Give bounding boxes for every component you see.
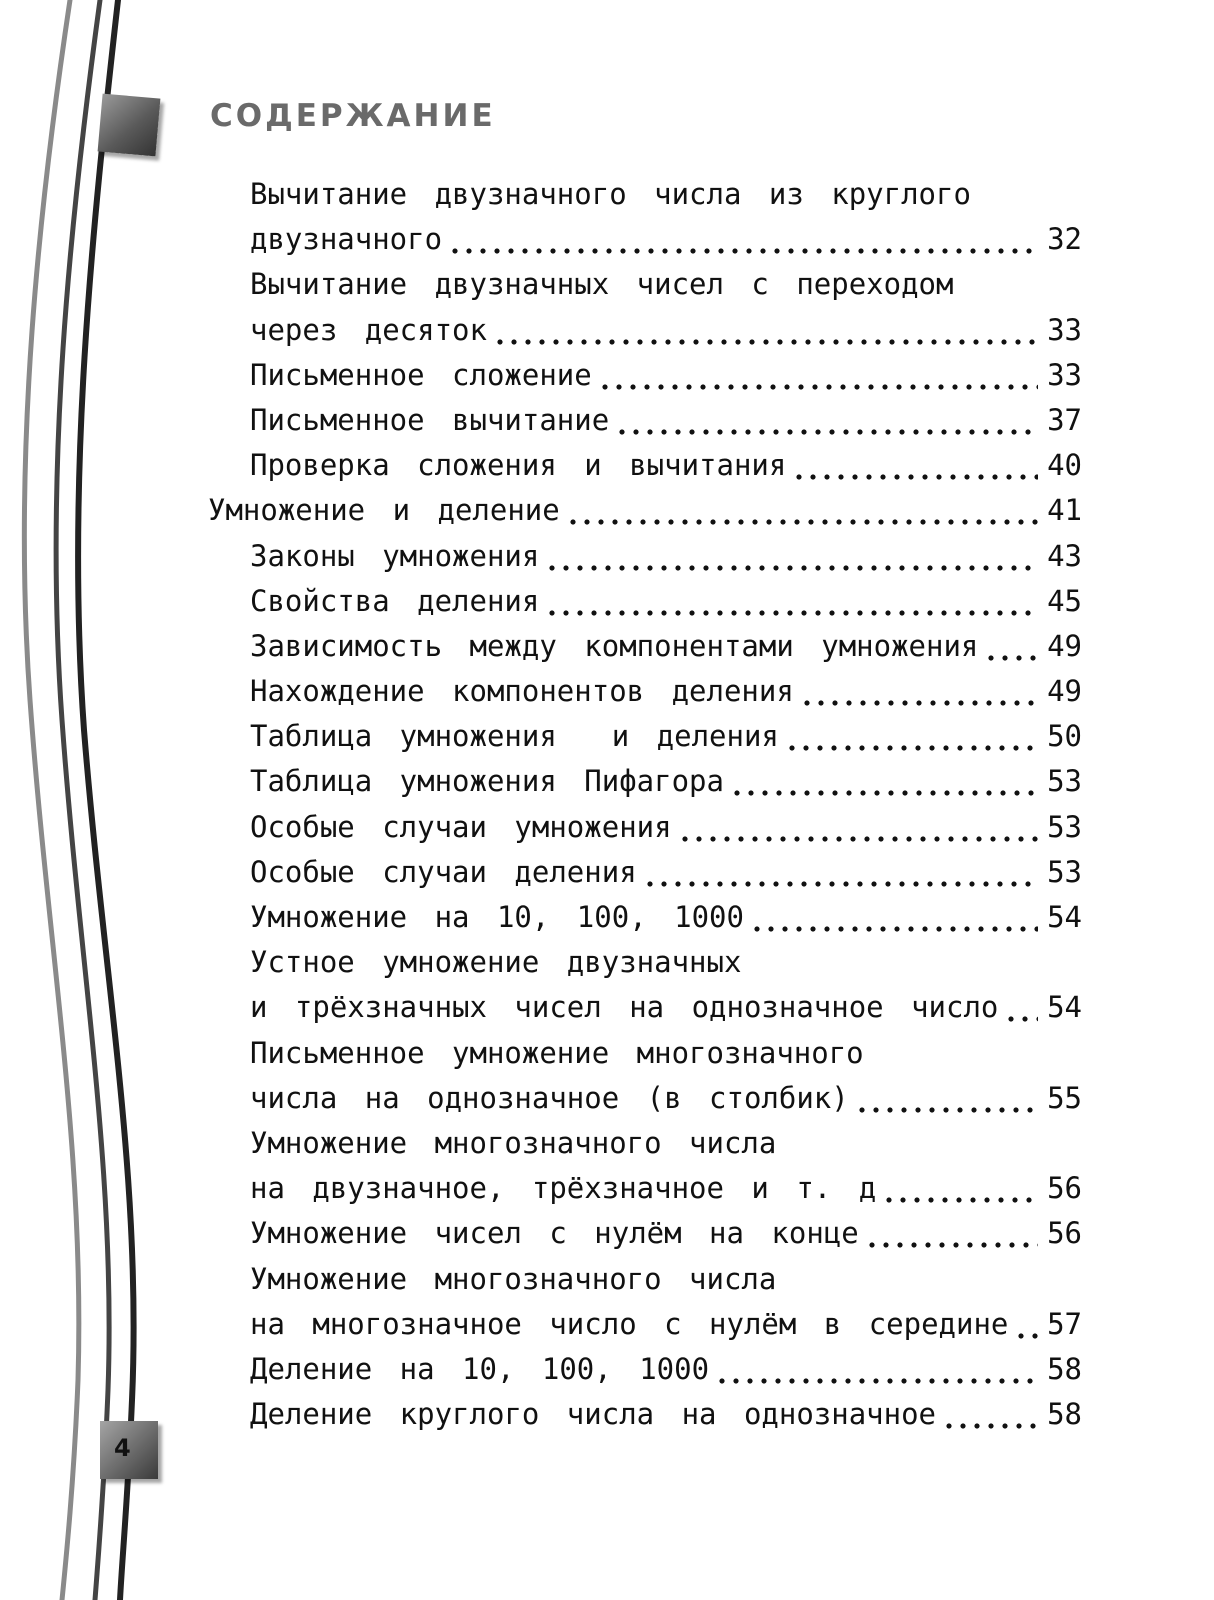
toc-leader-dots <box>643 852 1038 892</box>
toc-entry-page: 53 <box>1047 854 1082 889</box>
toc-entry-line <box>0 1033 1214 1078</box>
toc-entry-line <box>0 942 1214 987</box>
toc-leader-dots <box>448 219 1038 259</box>
toc-entry-page: 56 <box>1047 1216 1082 1251</box>
toc-entry-title: Проверка сложения и вычитания <box>250 448 787 483</box>
toc-entry-line <box>0 716 1214 761</box>
toc-leader-dots <box>598 355 1038 395</box>
toc-leader-dots <box>882 1168 1038 1208</box>
toc-leader-dots <box>750 897 1038 937</box>
toc-entry-line <box>0 1078 1214 1123</box>
toc-entry-title: и трёхзначных чисел на однозначное число <box>250 990 999 1025</box>
toc-entry-title: Письменное вычитание <box>250 402 610 437</box>
toc-entry-page: 54 <box>1047 900 1082 934</box>
toc-entry-title: Таблица умножения Пифагора <box>250 764 724 799</box>
toc-entry-page: 49 <box>1047 628 1082 663</box>
page-title: СОДЕРЖАНИЕ <box>210 98 496 134</box>
toc-entry-line <box>0 1394 1214 1439</box>
page-number: 4 <box>114 1434 131 1462</box>
toc-entry-line <box>0 400 1214 445</box>
toc-entry-title: Умножение и деление <box>208 493 560 528</box>
toc-entry-title: Особые случаи умножения <box>250 809 672 844</box>
toc-entry-page: 50 <box>1047 719 1082 754</box>
toc-entry-page: 55 <box>1047 1080 1082 1115</box>
toc-leader-dots <box>792 445 1038 485</box>
toc-entry-line <box>0 445 1214 490</box>
toc-entry-title: Деление круглого числа на однозначное <box>250 1397 937 1432</box>
toc-entry-page: 37 <box>1047 402 1082 437</box>
toc-entry-title: Умножение на 10, 100, 1000 <box>250 900 744 934</box>
toc-entry-line <box>0 671 1214 716</box>
toc-entry-page: 32 <box>1047 222 1082 257</box>
toc-entry-title: Деление на 10, 100, 1000 <box>250 1351 710 1386</box>
toc-entry-title: Устное умножение двузначных <box>250 945 742 980</box>
toc-entry-title: Зависимость между компонентами умножения <box>250 628 979 663</box>
toc-entry-page: 33 <box>1047 357 1082 392</box>
toc-entry-title: Письменное сложение <box>250 357 592 392</box>
toc-entry-line <box>0 626 1214 671</box>
toc-entry-line <box>0 490 1214 535</box>
toc-entry-line <box>0 1259 1214 1304</box>
toc-entry-page: 56 <box>1047 1171 1082 1206</box>
toc-entry-page: 33 <box>1047 312 1082 347</box>
toc-entry-page: 57 <box>1047 1306 1082 1341</box>
toc-entry-page: 53 <box>1047 809 1082 844</box>
toc-entry-line <box>0 761 1214 806</box>
toc-entry-page: 53 <box>1047 764 1082 799</box>
toc-leader-dots <box>984 626 1038 666</box>
toc-entry-line <box>0 264 1214 309</box>
toc-entry-line <box>0 581 1214 626</box>
toc-entry-line <box>0 1304 1214 1349</box>
toc-leader-dots <box>855 1078 1038 1118</box>
toc-entry-title: через десяток <box>250 312 487 347</box>
toc-entry-title: Свойства деления <box>250 583 540 618</box>
toc-entry-line <box>0 1213 1214 1258</box>
toc-entry-title: Письменное умножение многозначного <box>250 1035 864 1070</box>
toc-leader-dots <box>545 581 1038 621</box>
toc-entry-title: Вычитание двузначного числа из круглого <box>250 177 971 211</box>
toc-leader-dots <box>785 716 1038 756</box>
toc-leader-dots <box>865 1213 1038 1253</box>
toc-entry-title: на двузначное, трёхзначное и т. д <box>250 1171 877 1206</box>
toc-entry-page: 45 <box>1047 583 1082 618</box>
toc-entry-page: 43 <box>1047 538 1082 573</box>
toc-entry-page: 54 <box>1047 990 1082 1025</box>
toc-entry-title: Умножение многозначного числа <box>250 1261 777 1296</box>
toc-leader-dots <box>1004 987 1038 1027</box>
toc-entry-line <box>0 987 1214 1032</box>
toc-leader-dots <box>942 1394 1038 1434</box>
toc-entry-title: Умножение многозначного числа <box>250 1125 777 1160</box>
toc-entry-line <box>0 536 1214 581</box>
toc-leader-dots <box>615 400 1038 440</box>
toc-entry-title: Законы умножения <box>250 538 540 573</box>
toc-leader-dots <box>800 671 1038 711</box>
toc-entry-title: Умножение чисел с нулём на конце <box>250 1216 859 1251</box>
toc-entry-line <box>0 1168 1214 1213</box>
toc-leader-dots <box>566 490 1038 530</box>
toc-entry-page: 40 <box>1047 448 1082 483</box>
toc-entry-line <box>0 897 1214 942</box>
toc-entry-line <box>0 310 1214 355</box>
toc-entry-title: числа на однозначное (в столбик) <box>250 1080 849 1115</box>
toc-entry-title: Вычитание двузначных чисел с переходом <box>250 267 954 302</box>
toc-entry-line <box>0 1123 1214 1168</box>
toc-entry-title: Таблица умножения и деления <box>250 719 779 754</box>
toc-leader-dots <box>1014 1304 1038 1344</box>
toc-entry-line <box>0 807 1214 852</box>
toc-entry-line <box>0 219 1214 264</box>
toc-leader-dots <box>545 536 1038 576</box>
toc-leader-dots <box>730 761 1038 801</box>
toc-entry-page: 58 <box>1047 1397 1082 1432</box>
toc-entry-page: 49 <box>1047 674 1082 709</box>
toc-entry-page: 58 <box>1047 1351 1082 1386</box>
toc-leader-dots <box>715 1349 1038 1389</box>
toc-leader-dots <box>678 807 1038 847</box>
table-of-contents <box>0 174 1214 1439</box>
toc-leader-dots <box>493 310 1038 350</box>
toc-entry-page: 41 <box>1047 493 1082 528</box>
toc-entry-title: Нахождение компонентов деления <box>250 674 794 709</box>
toc-entry-title: двузначного <box>250 222 443 257</box>
toc-entry-title: Особые случаи деления <box>250 854 637 889</box>
toc-entry-line <box>0 174 1214 219</box>
toc-entry-line <box>0 852 1214 897</box>
heading-square-icon <box>98 94 161 157</box>
toc-entry-title: на многозначное число с нулём в середине <box>250 1306 1009 1341</box>
toc-entry-line <box>0 355 1214 400</box>
toc-entry-line <box>0 1349 1214 1394</box>
